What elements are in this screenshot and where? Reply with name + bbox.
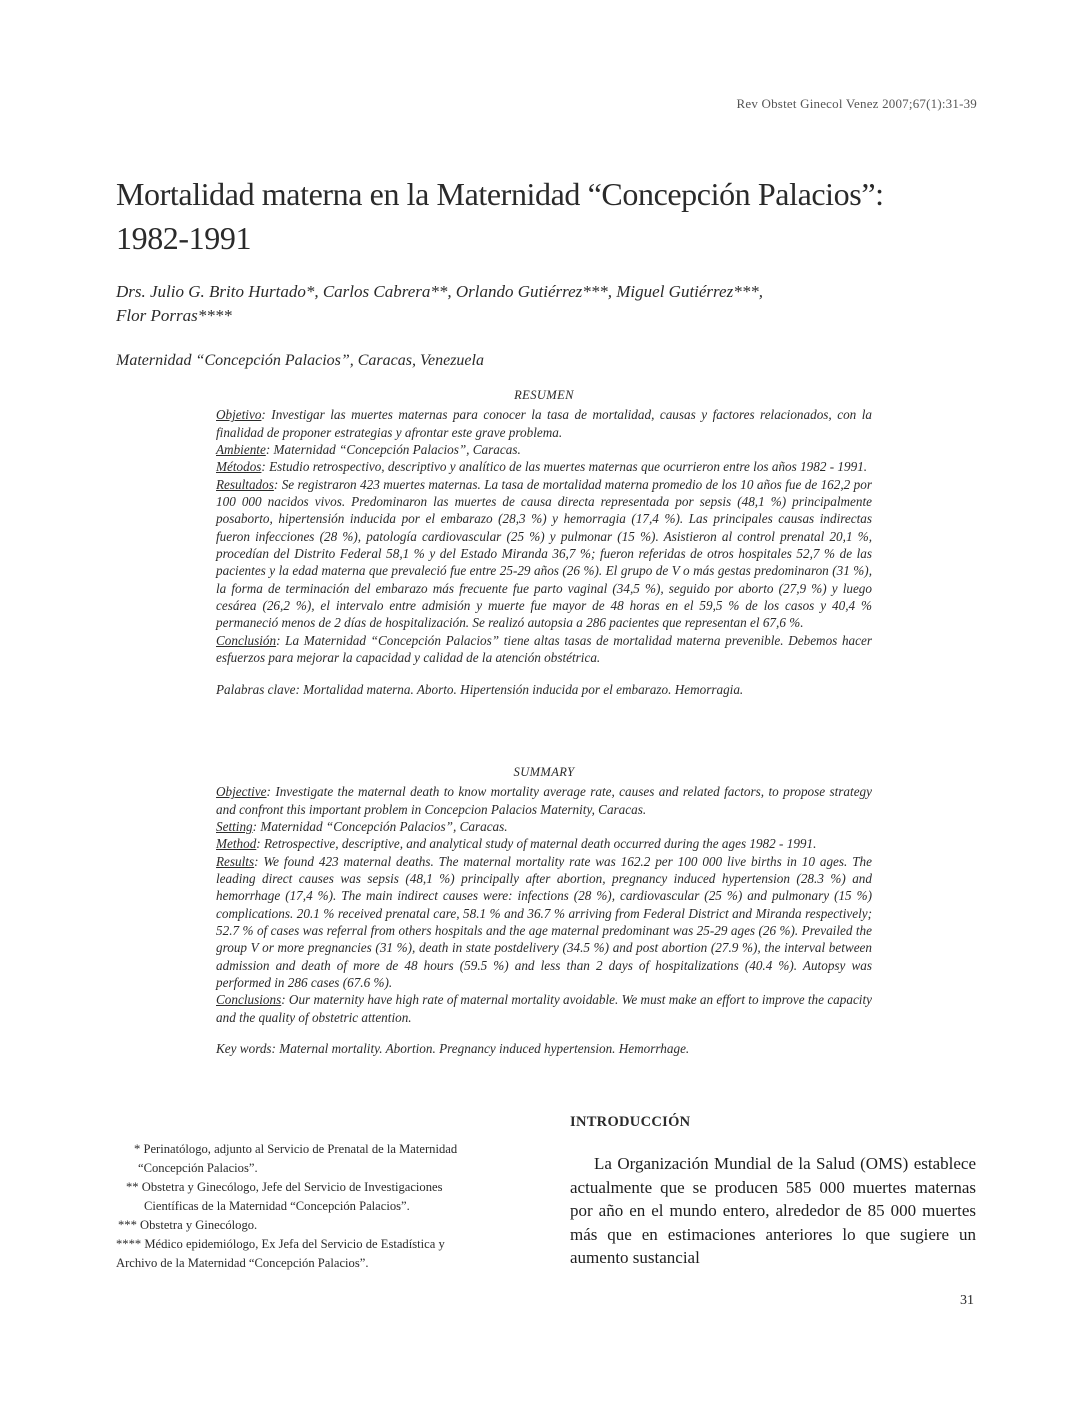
article-title: [116, 172, 996, 260]
objetivo-text: : Investigar las muertes maternas para conocer la tasa de mortalidad, causas y factores relacionados, con la finalidad de proponer estrategias y afrontar este grave problema.: [216, 407, 872, 440]
resumen-heading: RESUMEN: [514, 388, 574, 402]
footnote-3: *** Obstetra y Ginecólogo.: [118, 1218, 258, 1232]
introduccion-paragraph: La Organización Mundial de la Salud (OMS) establece actualmente que se producen 585 000 muertes maternas por año en el mundo entero, alrededor de 85 000 muertes más que en estimaciones anteriores lo que sugiere un aumento sustancial: [570, 1154, 976, 1267]
objective-label: Objective: [216, 784, 267, 800]
summary-section: [216, 764, 872, 1058]
conclusion-text: : La Maternidad “Concepción Palacios” tiene altas tasas de mortalidad materna prevenible. Debemos hacer esfuerzos para mejorar la capacidad y calidad de la atención obstétrica.: [216, 632, 872, 666]
authors: [116, 280, 976, 328]
metodos-label: Métodos: [216, 459, 262, 475]
method-label: Method: [216, 836, 257, 852]
authors-line-2: Flor Porras****: [116, 306, 232, 325]
conclusion-label: Conclusión: [216, 632, 277, 648]
summary-method: [216, 835, 872, 852]
results-label: Results: [216, 853, 255, 869]
summary-heading: SUMMARY: [513, 765, 575, 779]
footnote-2-line-1: ** Obstetra y Ginecólogo, Jefe del Servicio de Investigaciones: [126, 1180, 443, 1194]
resumen-metodos: [216, 458, 872, 475]
page-number: 31: [960, 1293, 974, 1308]
resumen-resultados: [216, 476, 872, 632]
summary-conclusions: [216, 991, 872, 1026]
metodos-text: : Estudio retrospectivo, descriptivo y analítico de las muertes maternas que ocurrieron entre los años 1982 - 1991.: [261, 459, 868, 475]
footnote-4-line-1: **** Médico epidemiólogo, Ex Jefa del Servicio de Estadística y: [116, 1237, 445, 1251]
ambiente-label: Ambiente: [216, 442, 266, 458]
conclusions-text: : Our maternity have high rate of maternal mortality avoidable. We must make an effort to improve the capacity and the quality of obstetric attention.: [216, 992, 872, 1025]
resumen-ambiente: [216, 441, 872, 458]
resumen-conclusion: [216, 632, 872, 667]
setting-text: : Maternidad “Concepción Palacios”, Caracas.: [252, 819, 508, 835]
conclusions-label: Conclusions: [216, 992, 282, 1008]
objective-text: : Investigate the maternal death to know mortality average rate, causes and related factors, to propose strategy and confront this important problem in Concepcion Palacios Maternity, Caracas.: [216, 784, 872, 817]
resultados-text: : Se registraron 423 muertes maternas. La tasa de mortalidad materna promedio de los 10 años fue de 162,2 por 100 000 nacidos vivos. Predominaron las muertes de causa directa representada por sepsis (48,1 %) principalmente posaborto, hipertensión inducida por el embarazo (28,3 %) y hemorragia (17,4 %). Las principales causas indirectas fueron infecciones (28 %), patología cardiovascular (25 %) y pulmonar (15 %). Asistieron al control prenatal 20,1 %, procedían del Distrito Federal 58,1 % y del Estado Miranda 36,7 %; fueron referidas de otros hospitales 52,7 % de las pacientes y la edad materna que prevaleció fue entre 25-29 años (26 %). El grupo de V o más gestas predominaron (31 %), la forma de terminación del embarazo más frecuente fue parto vaginal (34,5 %), seguido por aborto (27,9 %) y luego cesárea (26,2 %), el intervalo entre admisión y muerte fue mayor de 48 horas en el 59,5 % de los casos y 40,4 % permaneció menos de 2 días de hospitalización. Se realizó autopsia a 286 pacientes que representan el 67,6 %.: [216, 476, 872, 631]
introduccion-heading: INTRODUCCIÓN: [570, 1114, 691, 1130]
authors-line-1: Drs. Julio G. Brito Hurtado*, Carlos Cabrera**, Orlando Gutiérrez***, Miguel Gutiérrez***,: [116, 282, 763, 301]
footnote-1-line-1: * Perinatólogo, adjunto al Servicio de Prenatal de la Maternidad: [134, 1142, 458, 1156]
footnote-4-line-2: Archivo de la Maternidad “Concepción Palacios”.: [116, 1256, 369, 1270]
summary-results: [216, 853, 872, 992]
affiliation: Maternidad “Concepción Palacios”, Caracas, Venezuela: [116, 352, 484, 369]
footnote-1-line-2: “Concepción Palacios”.: [138, 1161, 258, 1175]
ambiente-text: : Maternidad “Concepción Palacios”, Caracas.: [265, 442, 521, 458]
journal-reference: Rev Obstet Ginecol Venez 2007;67(1):31-39: [736, 96, 977, 111]
objetivo-label: Objetivo: [216, 407, 262, 423]
footnotes: [116, 1140, 516, 1273]
footnote-2-line-2: Científicas de la Maternidad “Concepción Palacios”.: [144, 1199, 410, 1213]
resumen-objetivo: [216, 406, 872, 441]
summary-setting: [216, 818, 872, 835]
setting-label: Setting: [216, 819, 253, 835]
palabras-clave: Palabras clave: Mortalidad materna. Aborto. Hipertensión inducida por el embarazo. Hemorragia.: [216, 681, 744, 697]
title-line-2: 1982-1991: [116, 220, 252, 256]
method-text: : Retrospective, descriptive, and analytical study of maternal death occurred during the ages 1982 - 1991.: [256, 836, 817, 852]
title-line-1: Mortalidad materna en la Maternidad “Concepción Palacios”:: [116, 176, 884, 212]
results-text: : We found 423 maternal deaths. The maternal mortality rate was 162.2 per 100 000 live births in 10 ages. The leading direct causes was sepsis (48,1 %) principally after abortion, pregnancy induced hypertension (28.3 %) and hemorrhage (17,4 %). The main indirect causes were: infections (28 %), cardiovascular (25 %) and pulmonary (15 %) complications. 20.1 % received prenatal care, 58.1 % and 36.7 % arriving from Federal District and Miranda respectively; 52.7 % of cases was referral from others hospitals and the age maternal predominant was 25-29 ages (26 %). Prevailed the group V or more pregnancies (31 %), death in state postdelivery (34.5 %) and post abortion (27.9 %), the interval between admission and death of more de 48 hours (59.5 %) and less than 2 days of hospitalizations (40.4 %). Autopsy was performed in 286 cases (67.6 %).: [216, 853, 872, 991]
key-words: Key words: Maternal mortality. Abortion. Pregnancy induced hypertension. Hemorrhage.: [216, 1041, 690, 1057]
summary-objective: [216, 783, 872, 818]
resumen-section: [216, 387, 872, 698]
resultados-label: Resultados: [216, 476, 274, 492]
